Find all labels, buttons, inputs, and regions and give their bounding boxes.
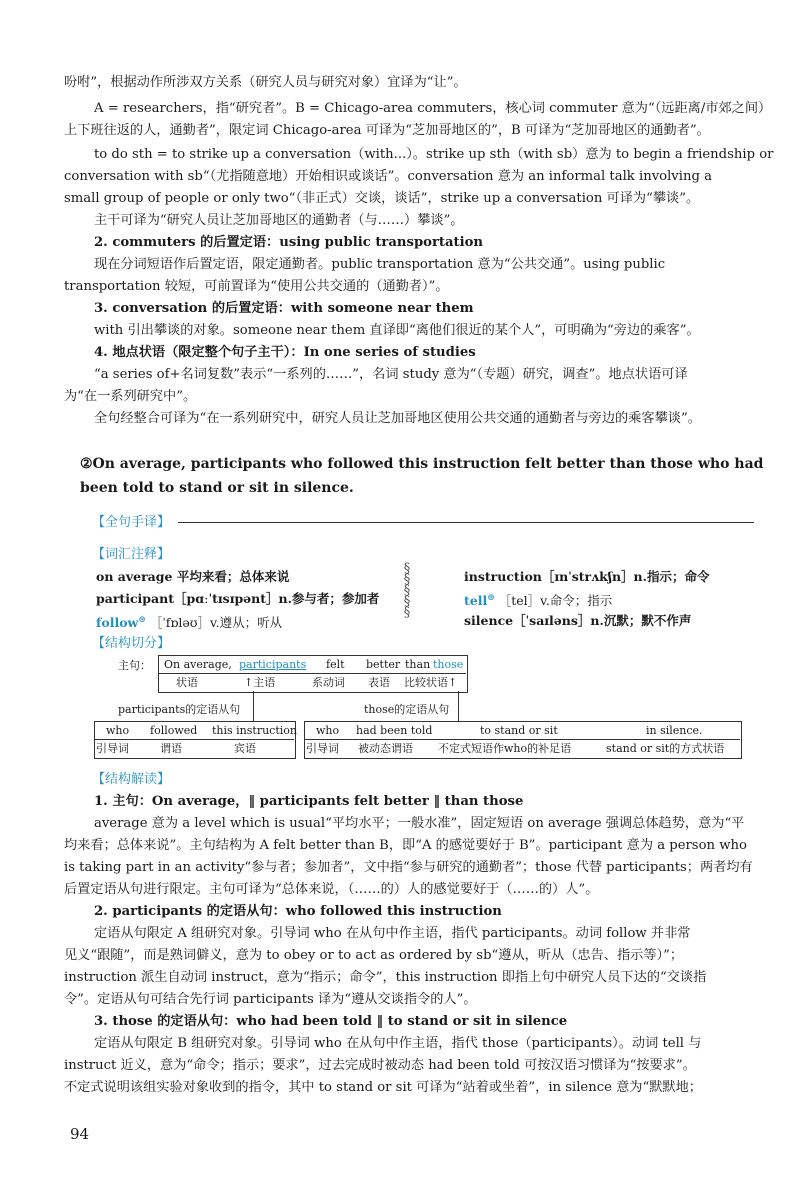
word: better xyxy=(366,658,401,671)
word-participants: participants xyxy=(239,658,307,671)
badge-icon: ⊛ xyxy=(138,615,146,625)
section-heading-analysis: 【结构解读】 xyxy=(92,772,171,787)
text-line: instruction 派生自动词 instruct，意为“指示；命令”，this instruction 即指上句中研究人员下达的“交谈指 xyxy=(64,970,707,985)
divider xyxy=(304,739,740,740)
text-line: 令”。定语从句可结合先行词 participants 译为“遵从交谈指令的人”。 xyxy=(64,992,477,1007)
role: 不定式短语作who的补足语 xyxy=(438,742,572,755)
answer-line xyxy=(178,522,754,523)
role: 谓语 xyxy=(160,742,182,755)
text-line: 不定式说明该组实验对象收到的指令，其中 to stand or sit 可译为“站着或坐着”，in silence 意为“默默地； xyxy=(64,1080,702,1095)
vocab-entry xyxy=(464,588,612,612)
text-line: instruct 近义，意为“命令；指示；要求”，过去完成时被动态 had been told 可按汉语习惯译为“按要求”。 xyxy=(64,1058,696,1073)
text-line: to do sth = to strike up a conversation（with...）。strike up sth（with sb）意为 to begin a friendship or xyxy=(94,147,774,162)
connector xyxy=(458,691,459,721)
text-line: 上下班往返的人，通勤者”，限定词 Chicago-area 可译为“芝加哥地区的”，B 可译为“芝加哥地区的通勤者”。 xyxy=(64,123,710,138)
text-line: 定语从句限定 B 组研究对象。引导词 who 在从句中作主语，指代 those（participants）。动词 tell 与 xyxy=(94,1036,702,1051)
text-line: 见义“跟随”，而是熟词僻义，意为 to obey or to act as ordered by sb“遵从，听从（忠告、指示等）”； xyxy=(64,948,684,963)
text-line: 吩咐”，根据动作所涉双方关系（研究人员与研究对象）宜译为“让”。 xyxy=(64,75,467,90)
role: 比较状语↑ xyxy=(404,676,458,689)
vocab-entry xyxy=(96,588,379,610)
vocab-text: instruction［ɪnˈstrʌkʃn］n.指示；命令 xyxy=(464,569,710,584)
vocab-word-tell: tell xyxy=(464,593,488,609)
subheading: 3. those 的定语从句：who had been told ‖ to stand or sit in silence xyxy=(94,1014,568,1029)
role: 引导词 xyxy=(96,742,129,755)
role: 宾语 xyxy=(234,742,256,755)
word: than xyxy=(405,658,431,671)
text-line: average 意为 a level which is usual“平均水平；一般水准”，固定短语 on average 强调总体趋势，意为“平 xyxy=(94,816,745,831)
page-number: 94 xyxy=(70,1125,90,1143)
vocab-text: participant［pɑːˈtɪsɪpənt］n.参与者；参加者 xyxy=(96,591,380,606)
vocab-entry xyxy=(96,566,289,588)
role: 状语 xyxy=(176,676,198,689)
structure-diagram xyxy=(94,655,754,765)
badge-icon: ⊛ xyxy=(487,593,495,603)
divider-squiggle: § § § § § xyxy=(403,561,411,620)
connector xyxy=(253,691,254,721)
text-line: 定语从句限定 A 组研究对象。引导词 who 在从句中作主语，指代 participants。动词 follow 并非常 xyxy=(94,926,691,941)
example-sentence: ②On average, participants who followed this instruction felt better than those who had been told to stand or sit in silence. xyxy=(80,456,764,496)
word: who xyxy=(106,724,130,737)
section-heading-translate: 【全句手译】 xyxy=(92,515,171,530)
word: had been told xyxy=(356,724,433,737)
vocab-text: on average 平均来看；总体来说 xyxy=(96,569,290,584)
text-line: small group of people or only two“（非正式）交谈，谈话”，strike up a conversation 可译为“攀谈”。 xyxy=(64,191,700,206)
main-clause-label: 主句： xyxy=(118,659,151,672)
text-line: with 引出攀谈的对象。someone near them 直译即“离他们很近的某个人”，可明确为“旁边的乘客”。 xyxy=(94,323,700,338)
subheading: 4. 地点状语（限定整个句子主干）：In one series of studies xyxy=(94,345,476,360)
vocab-text: silence［ˈsaɪləns］n.沉默；默不作声 xyxy=(464,613,692,628)
role: 被动态谓语 xyxy=(358,742,413,755)
role: stand or sit的方式状语 xyxy=(606,742,725,755)
word: followed xyxy=(150,724,198,737)
text-line: “a series of+名词复数”表示“一系列的……”，名词 study 意为“（专题）研究，调查”。地点状语可译 xyxy=(94,367,688,382)
role: 表语 xyxy=(368,676,390,689)
divider xyxy=(94,739,294,740)
vocab-text: ［ˈfɒləʊ］v.遵从；听从 xyxy=(149,615,283,631)
role-text: 主语 xyxy=(253,676,276,689)
subheading: 3. conversation 的后置定语：with someone near them xyxy=(94,301,474,316)
text-line: transportation 较短，可前置译为“使用公共交通的（通勤者）”。 xyxy=(64,279,449,294)
vocab-entry xyxy=(464,566,709,588)
subheading: 2. commuters 的后置定语：using public transportation xyxy=(94,235,484,250)
vocab-word-follow: follow xyxy=(96,615,139,631)
text-line: 为“在一系列研究中”。 xyxy=(64,389,197,404)
text-line: 全句经整合可译为“在一系列研究中，研究人员让芝加哥地区使用公共交通的通勤者与旁边的乘客攀谈”。 xyxy=(94,411,701,426)
word: this instruction xyxy=(212,724,297,737)
role-text: 比较状语 xyxy=(404,676,448,689)
translate-section xyxy=(92,512,782,534)
sub-label-1: participants的定语从句 xyxy=(118,703,241,716)
text-line: is taking part in an activity“参与者；参加者”，文中指“参与研究的通勤者”；those 代替 participants；两者均有 xyxy=(64,860,753,875)
word-those: those xyxy=(433,658,464,671)
text-line: 主干可译为“研究人员让芝加哥地区的通勤者（与……）攀谈”。 xyxy=(94,213,464,228)
text-line: 现在分词短语作后置定语，限定通勤者。public transportation 意为“公共交通”。using public xyxy=(94,257,666,272)
text-line: 后置定语从句进行限定。主句可译为“总体来说，（……的）人的感觉要好于（……的）人”。 xyxy=(64,882,599,897)
word: to stand or sit xyxy=(480,724,558,737)
section-heading-structure: 【结构切分】 xyxy=(92,636,171,651)
subheading: 2. participants 的定语从句：who followed this instruction xyxy=(94,904,502,919)
word: On average, xyxy=(164,658,232,671)
vocab-entry xyxy=(464,610,691,632)
word: in silence. xyxy=(646,724,703,737)
sub-label-2: those的定语从句 xyxy=(364,703,450,716)
divider xyxy=(158,673,466,674)
word: who xyxy=(316,724,340,737)
text-line: 均来看；总体来说”。主句结构为 A felt better than B，即“A 的感觉要好于 B”。participant 意为 a person who xyxy=(64,838,747,853)
vocab-entry xyxy=(96,610,282,634)
vocab-text: ［tel］v.命令；指示 xyxy=(498,593,613,609)
role: 系动词 xyxy=(312,676,345,689)
section-heading-vocab: 【词汇注释】 xyxy=(92,547,171,562)
subheading: 1. 主句：On average，‖ participants felt better ‖ than those xyxy=(94,794,524,809)
text-line: A = researchers，指“研究者”。B = Chicago-area commuters，核心词 commuter 意为“（远距离/市郊之间） xyxy=(94,101,772,116)
role: ↑主语 xyxy=(244,676,276,689)
text-line: conversation with sb“（尤指随意地）开始相识或谈话”。conversation 意为 an informal talk involving a xyxy=(64,169,712,184)
role: 引导词 xyxy=(306,742,339,755)
word: felt xyxy=(326,658,345,671)
